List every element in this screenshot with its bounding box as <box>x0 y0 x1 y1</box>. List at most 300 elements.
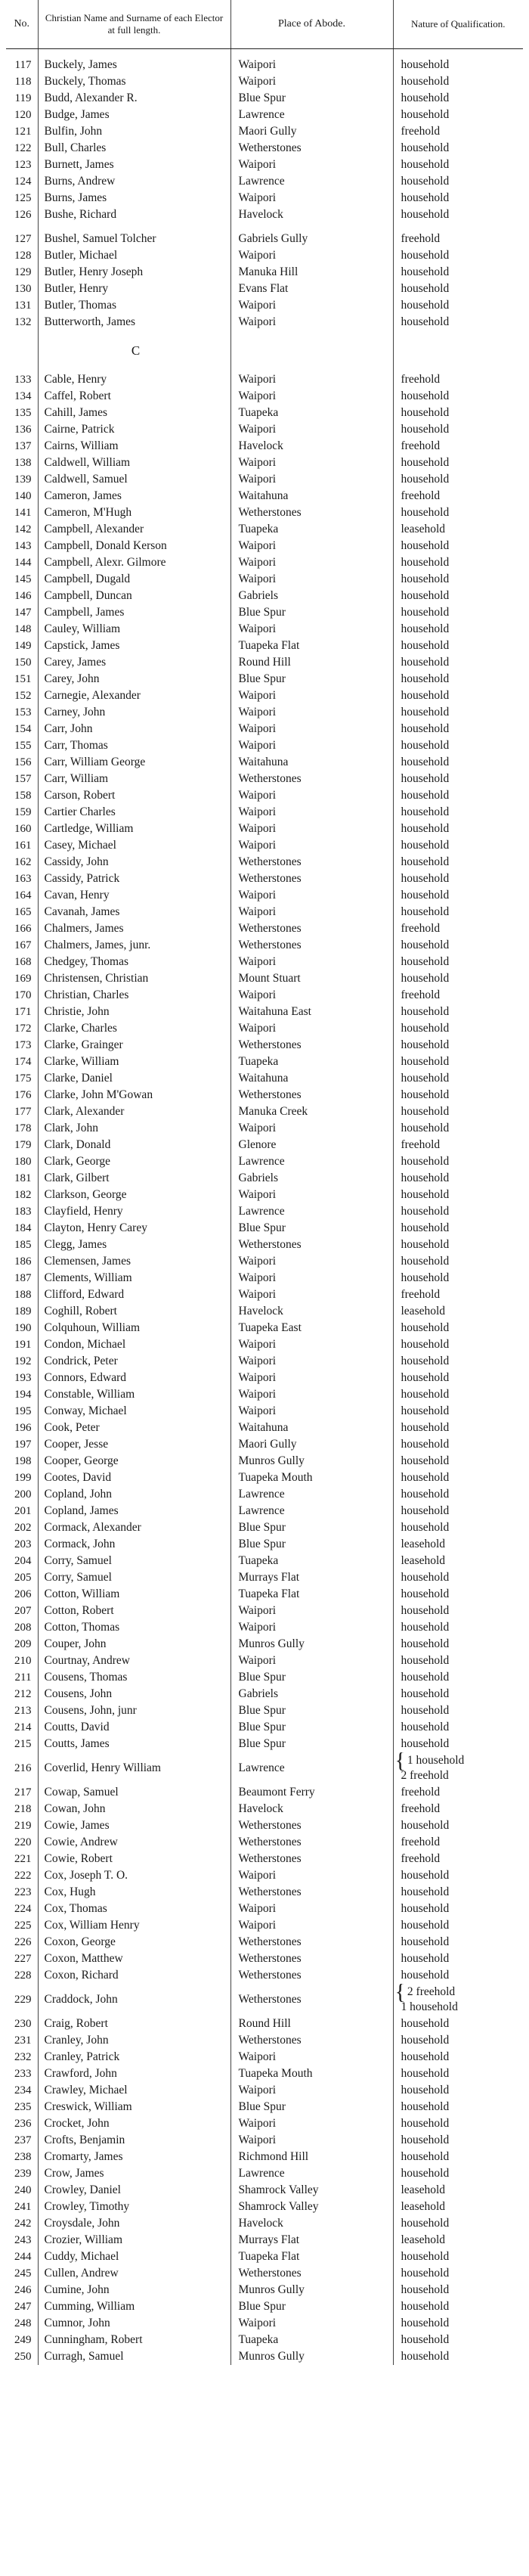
elector-qualification: household <box>393 2282 523 2298</box>
elector-place: Waitahuna East <box>230 1004 393 1020</box>
elector-place: Shamrock Valley <box>230 2182 393 2199</box>
elector-row <box>6 2065 523 2082</box>
elector-number: 183 <box>14 1206 32 1218</box>
elector-row <box>6 1984 523 2016</box>
elector-number: 121 <box>14 126 32 138</box>
elector-place: Waipori <box>230 371 393 388</box>
elector-number: 179 <box>14 1139 32 1151</box>
elector-name: Crocket, John <box>38 2115 230 2132</box>
elector-number: 211 <box>14 1671 32 1684</box>
elector-row <box>6 754 523 771</box>
elector-row <box>6 1120 523 1137</box>
elector-number: 188 <box>14 1289 32 1301</box>
elector-place: Lawrence <box>230 1153 393 1170</box>
elector-qualification: leasehold <box>393 1536 523 1553</box>
row-spacer <box>6 331 523 338</box>
elector-number: 150 <box>14 656 32 669</box>
elector-number: 206 <box>14 1588 32 1600</box>
elector-row <box>6 123 523 140</box>
elector-name: Chedgey, Thomas <box>38 954 230 970</box>
elector-place: Maori Gully <box>230 1436 393 1453</box>
elector-place: Wetherstones <box>230 920 393 937</box>
elector-number: 173 <box>14 1039 32 1051</box>
elector-qualification: household <box>393 264 523 281</box>
elector-place: Waipori <box>230 471 393 488</box>
elector-place: Waipori <box>230 247 393 264</box>
elector-number: 197 <box>14 1439 32 1451</box>
elector-qualification: household <box>393 471 523 488</box>
elector-place: Blue Spur <box>230 1702 393 1719</box>
elector-row <box>6 2199 523 2215</box>
elector-number: 234 <box>14 2084 32 2096</box>
elector-name: Cox, William Henry <box>38 1917 230 1934</box>
elector-number: 148 <box>14 623 32 635</box>
elector-qualification: household <box>393 954 523 970</box>
elector-row <box>6 787 523 804</box>
elector-name: Cameron, M'Hugh <box>38 504 230 521</box>
elector-qualification: household <box>393 73 523 90</box>
elector-place: Blue Spur <box>230 90 393 107</box>
elector-qualification: household <box>393 1719 523 1736</box>
elector-qualification: household <box>393 2099 523 2115</box>
elector-name: Cartledge, William <box>38 821 230 837</box>
elector-name: Crawley, Michael <box>38 2082 230 2099</box>
elector-place: Waipori <box>230 1603 393 1619</box>
elector-name: Clarke, William <box>38 1054 230 1070</box>
elector-qualification: household <box>393 2065 523 2082</box>
elector-row <box>6 687 523 704</box>
elector-row <box>6 1237 523 1253</box>
elector-place: Blue Spur <box>230 671 393 687</box>
elector-row <box>6 2182 523 2199</box>
brace-glyph: { <box>394 1984 406 2004</box>
elector-name: Crawford, John <box>38 2065 230 2082</box>
elector-qualification: leasehold <box>393 2182 523 2199</box>
elector-qualification: household <box>393 2315 523 2332</box>
elector-row <box>6 1736 523 1752</box>
elector-place: Waipori <box>230 554 393 571</box>
elector-place: Wetherstones <box>230 1087 393 1103</box>
elector-row <box>6 1967 523 1984</box>
elector-row <box>6 2315 523 2332</box>
elector-row <box>6 1320 523 1336</box>
elector-number: 169 <box>14 973 32 985</box>
elector-number: 200 <box>14 1488 32 1501</box>
elector-row <box>6 638 523 654</box>
elector-name: Creswick, William <box>38 2099 230 2115</box>
elector-name: Bushel, Samuel Tolcher <box>38 231 230 247</box>
elector-place: Wetherstones <box>230 871 393 887</box>
elector-number: 133 <box>14 374 32 386</box>
elector-row <box>6 571 523 588</box>
elector-number: 202 <box>14 1522 32 1534</box>
elector-number: 132 <box>14 316 32 328</box>
elector-place: Waipori <box>230 388 393 405</box>
elector-place: Waipori <box>230 297 393 314</box>
elector-name: Clements, William <box>38 1270 230 1286</box>
elector-place: Wetherstones <box>230 2265 393 2282</box>
elector-number: 244 <box>14 2251 32 2263</box>
elector-qualification: household <box>393 1037 523 1054</box>
elector-number: 123 <box>14 159 32 171</box>
header-no: No. <box>6 0 38 49</box>
elector-qualification: household <box>393 1503 523 1519</box>
elector-name: Burns, Andrew <box>38 173 230 190</box>
elector-place: Blue Spur <box>230 2298 393 2315</box>
elector-place: Waipori <box>230 1917 393 1934</box>
elector-place: Munros Gully <box>230 1636 393 1653</box>
elector-number: 171 <box>14 1006 32 1018</box>
table-body <box>6 49 523 2366</box>
elector-row <box>6 1719 523 1736</box>
elector-row <box>6 1603 523 1619</box>
elector-qualification: household <box>393 247 523 264</box>
elector-row <box>6 1386 523 1403</box>
elector-row <box>6 1054 523 1070</box>
elector-row <box>6 704 523 721</box>
elector-name: Clark, John <box>38 1120 230 1137</box>
elector-place: Waipori <box>230 57 393 73</box>
elector-number: 220 <box>14 1836 32 1848</box>
elector-place: Lawrence <box>230 1503 393 1519</box>
elector-qualification: household <box>393 1120 523 1137</box>
elector-place: Wetherstones <box>230 771 393 787</box>
elector-qualification: household <box>393 1153 523 1170</box>
elector-row <box>6 2032 523 2049</box>
elector-number: 186 <box>14 1255 32 1268</box>
elector-row <box>6 1336 523 1353</box>
elector-name: Clarke, Charles <box>38 1020 230 1037</box>
elector-qualification: household <box>393 2249 523 2265</box>
elector-name: Coxon, George <box>38 1934 230 1951</box>
elector-number: 204 <box>14 1555 32 1567</box>
elector-qualification: household <box>393 1336 523 1353</box>
elector-qualification: household <box>393 281 523 297</box>
elector-name: Buckely, James <box>38 57 230 73</box>
elector-number: 217 <box>14 1786 32 1799</box>
elector-place: Waitahuna <box>230 754 393 771</box>
elector-place: Lawrence <box>230 1203 393 1220</box>
elector-qualification: household <box>393 1220 523 1237</box>
elector-row <box>6 2265 523 2282</box>
elector-name: Connors, Edward <box>38 1370 230 1386</box>
elector-qualification: household <box>393 588 523 604</box>
elector-row <box>6 371 523 388</box>
elector-name: Cotton, William <box>38 1586 230 1603</box>
elector-row <box>6 1653 523 1669</box>
elector-place: Waipori <box>230 1253 393 1270</box>
elector-row <box>6 937 523 954</box>
elector-row <box>6 297 523 314</box>
elector-name: Coutts, David <box>38 1719 230 1736</box>
elector-number: 168 <box>14 956 32 968</box>
elector-name: Cox, Thomas <box>38 1901 230 1917</box>
elector-qualification: household <box>393 1951 523 1967</box>
elector-name: Cunningham, Robert <box>38 2332 230 2348</box>
elector-name: Craddock, John <box>38 1984 230 2016</box>
elector-qualification: household <box>393 2032 523 2049</box>
elector-row <box>6 2082 523 2099</box>
elector-name: Cook, Peter <box>38 1420 230 1436</box>
elector-number: 129 <box>14 266 32 278</box>
row-spacer <box>6 223 523 231</box>
elector-place: Gabriels <box>230 1170 393 1187</box>
elector-number: 124 <box>14 175 32 188</box>
elector-name: Cairns, William <box>38 438 230 455</box>
elector-row <box>6 1851 523 1867</box>
elector-number: 151 <box>14 673 32 685</box>
elector-qualification: household <box>393 554 523 571</box>
elector-row <box>6 1453 523 1470</box>
elector-name: Clayton, Henry Carey <box>38 1220 230 1237</box>
elector-qualification: household <box>393 1669 523 1686</box>
elector-row <box>6 1203 523 1220</box>
elector-name: Butler, Henry <box>38 281 230 297</box>
elector-name: Cavanah, James <box>38 904 230 920</box>
elector-qualification: household <box>393 1370 523 1386</box>
elector-row <box>6 247 523 264</box>
elector-row <box>6 2348 523 2365</box>
elector-qualification: freehold <box>393 1784 523 1801</box>
elector-name: Bull, Charles <box>38 140 230 157</box>
elector-row <box>6 1784 523 1801</box>
elector-place: Gabriels <box>230 588 393 604</box>
elector-name: Clark, Alexander <box>38 1103 230 1120</box>
header-name: Christian Name and Surname of each Elector at full length. <box>38 0 230 49</box>
elector-place: Wetherstones <box>230 854 393 871</box>
elector-qualification: household <box>393 157 523 173</box>
elector-row <box>6 771 523 787</box>
elector-place: Beaumont Ferry <box>230 1784 393 1801</box>
elector-qualification: household <box>393 2082 523 2099</box>
elector-qualification: household <box>393 787 523 804</box>
elector-number: 120 <box>14 109 32 121</box>
elector-name: Cotton, Robert <box>38 1603 230 1619</box>
elector-row <box>6 721 523 737</box>
elector-place: Tuapeka <box>230 1054 393 1070</box>
elector-qualification: household <box>393 638 523 654</box>
row-spacer <box>6 364 523 371</box>
elector-place: Havelock <box>230 1801 393 1817</box>
elector-place: Wetherstones <box>230 1934 393 1951</box>
elector-qualification <box>393 1984 523 2016</box>
elector-number: 229 <box>14 1994 32 2006</box>
elector-place: Waipori <box>230 2132 393 2149</box>
elector-number: 137 <box>14 440 32 452</box>
elector-name: Chalmers, James, junr. <box>38 937 230 954</box>
elector-number: 178 <box>14 1122 32 1134</box>
elector-number: 224 <box>14 1903 32 1915</box>
elector-place: Blue Spur <box>230 1669 393 1686</box>
elector-number: 157 <box>14 773 32 785</box>
elector-row <box>6 1153 523 1170</box>
section-letter: C <box>38 338 230 364</box>
elector-qualification: household <box>393 1320 523 1336</box>
elector-row <box>6 1867 523 1884</box>
elector-qualification: leasehold <box>393 2199 523 2215</box>
elector-row <box>6 190 523 206</box>
elector-number: 245 <box>14 2267 32 2280</box>
elector-name: Capstick, James <box>38 638 230 654</box>
elector-number: 154 <box>14 723 32 735</box>
elector-row <box>6 1553 523 1569</box>
elector-qualification: freehold <box>393 1137 523 1153</box>
elector-name: Butterworth, James <box>38 314 230 331</box>
elector-place: Waipori <box>230 904 393 920</box>
elector-row <box>6 554 523 571</box>
elector-row <box>6 1569 523 1586</box>
elector-qualification: household <box>393 1054 523 1070</box>
elector-qualification: household <box>393 140 523 157</box>
elector-name: Cooper, George <box>38 1453 230 1470</box>
elector-place: Round Hill <box>230 654 393 671</box>
elector-row <box>6 1436 523 1453</box>
elector-place: Lawrence <box>230 1486 393 1503</box>
elector-place: Manuka Creek <box>230 1103 393 1120</box>
elector-place: Wetherstones <box>230 1884 393 1901</box>
elector-name: Budge, James <box>38 107 230 123</box>
elector-name: Copland, James <box>38 1503 230 1519</box>
elector-name: Cauley, William <box>38 621 230 638</box>
elector-place: Lawrence <box>230 1752 393 1784</box>
elector-name: Corry, Samuel <box>38 1553 230 1569</box>
elector-place: Waipori <box>230 987 393 1004</box>
elector-row <box>6 2149 523 2165</box>
elector-number: 196 <box>14 1422 32 1434</box>
elector-number: 237 <box>14 2134 32 2146</box>
elector-row <box>6 1286 523 1303</box>
elector-row <box>6 1934 523 1951</box>
elector-name: Carr, William <box>38 771 230 787</box>
elector-qualification: household <box>393 2049 523 2065</box>
elector-qualification: household <box>393 571 523 588</box>
elector-number: 170 <box>14 989 32 1001</box>
elector-qualification: household <box>393 621 523 638</box>
elector-place: Waipori <box>230 687 393 704</box>
elector-row <box>6 504 523 521</box>
elector-place: Waipori <box>230 1370 393 1386</box>
elector-qualification: freehold <box>393 987 523 1004</box>
elector-place: Waipori <box>230 737 393 754</box>
elector-qualification: household <box>393 737 523 754</box>
elector-number: 128 <box>14 250 32 262</box>
elector-row <box>6 455 523 471</box>
elector-name: Christian, Charles <box>38 987 230 1004</box>
elector-number: 238 <box>14 2151 32 2163</box>
elector-number: 239 <box>14 2168 32 2180</box>
header-place: Place of Abode. <box>230 0 393 49</box>
elector-name: Conway, Michael <box>38 1403 230 1420</box>
elector-place: Manuka Hill <box>230 264 393 281</box>
elector-name: Cousens, John, junr <box>38 1702 230 1719</box>
elector-qualification: freehold <box>393 231 523 247</box>
elector-row <box>6 1353 523 1370</box>
elector-row <box>6 1834 523 1851</box>
elector-row <box>6 2099 523 2115</box>
elector-place: Havelock <box>230 1303 393 1320</box>
elector-name: Cormack, Alexander <box>38 1519 230 1536</box>
elector-qualification: household <box>393 887 523 904</box>
elector-qualification: household <box>393 1203 523 1220</box>
elector-place: Murrays Flat <box>230 1569 393 1586</box>
elector-number: 165 <box>14 906 32 918</box>
elector-qualification: household <box>393 1253 523 1270</box>
elector-name: Carey, John <box>38 671 230 687</box>
elector-row <box>6 2049 523 2065</box>
elector-qualification: household <box>393 1519 523 1536</box>
elector-name: Carnegie, Alexander <box>38 687 230 704</box>
elector-number: 156 <box>14 756 32 768</box>
elector-row <box>6 405 523 421</box>
elector-place: Munros Gully <box>230 1453 393 1470</box>
elector-qualification: household <box>393 654 523 671</box>
elector-place: Waipori <box>230 821 393 837</box>
table-header <box>6 0 523 49</box>
elector-row <box>6 1519 523 1536</box>
elector-name: Christensen, Christian <box>38 970 230 987</box>
elector-name: Cowap, Samuel <box>38 1784 230 1801</box>
elector-qualification: household <box>393 1967 523 1984</box>
elector-number: 149 <box>14 640 32 652</box>
elector-row <box>6 1884 523 1901</box>
elector-name: Campbell, Alexander <box>38 521 230 538</box>
elector-row <box>6 1037 523 1054</box>
elector-qualification: household <box>393 90 523 107</box>
elector-name: Clayfield, Henry <box>38 1203 230 1220</box>
elector-row <box>6 538 523 554</box>
elector-number: 207 <box>14 1605 32 1617</box>
elector-number: 209 <box>14 1638 32 1650</box>
elector-qualification: household <box>393 1103 523 1120</box>
elector-qualification: household <box>393 57 523 73</box>
elector-qualification: household <box>393 1636 523 1653</box>
elector-number: 242 <box>14 2218 32 2230</box>
elector-place: Waipori <box>230 455 393 471</box>
elector-name: Cassidy, Patrick <box>38 871 230 887</box>
elector-number: 231 <box>14 2034 32 2047</box>
elector-number: 131 <box>14 299 32 312</box>
elector-place: Waipori <box>230 837 393 854</box>
elector-place: Lawrence <box>230 107 393 123</box>
elector-qualification: household <box>393 1884 523 1901</box>
elector-place: Waipori <box>230 1187 393 1203</box>
elector-qualification: household <box>393 1603 523 1619</box>
elector-qualification: household <box>393 388 523 405</box>
elector-name: Coxon, Richard <box>38 1967 230 1984</box>
elector-place: Glenore <box>230 1137 393 1153</box>
elector-number: 218 <box>14 1803 32 1815</box>
elector-name: Clegg, James <box>38 1237 230 1253</box>
elector-qualification: household <box>393 604 523 621</box>
elector-number: 250 <box>14 2351 32 2363</box>
elector-name: Clarke, Grainger <box>38 1037 230 1054</box>
elector-number: 219 <box>14 1820 32 1832</box>
elector-row <box>6 1470 523 1486</box>
elector-qualification: household <box>393 1817 523 1834</box>
elector-number: 142 <box>14 523 32 535</box>
elector-qualification: household <box>393 2298 523 2315</box>
elector-place: Waipori <box>230 1403 393 1420</box>
elector-number: 215 <box>14 1738 32 1750</box>
elector-place: Wetherstones <box>230 937 393 954</box>
elector-place: Wetherstones <box>230 1834 393 1851</box>
elector-name: Curragh, Samuel <box>38 2348 230 2365</box>
elector-name: Caldwell, Samuel <box>38 471 230 488</box>
elector-qualification: household <box>393 721 523 737</box>
elector-place: Wetherstones <box>230 1851 393 1867</box>
elector-number: 223 <box>14 1886 32 1898</box>
elector-number: 198 <box>14 1455 32 1467</box>
